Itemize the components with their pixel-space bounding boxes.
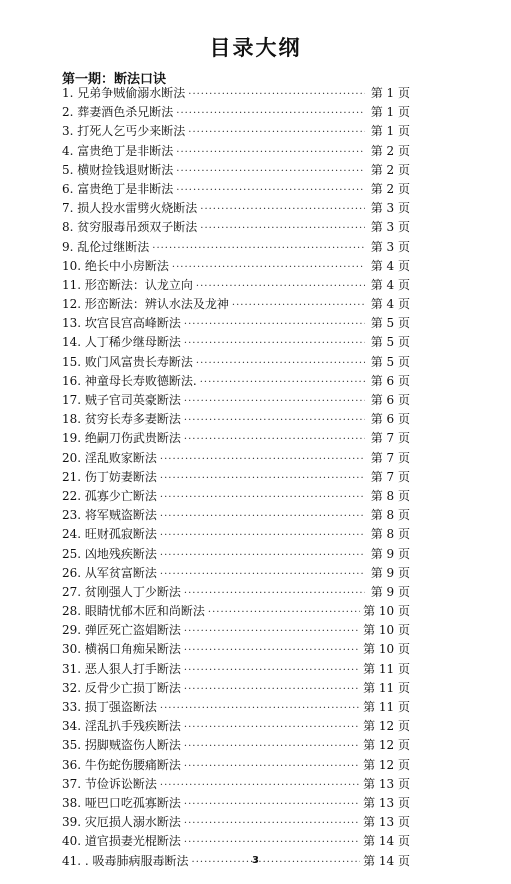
dot-leader	[160, 469, 365, 488]
dot-leader	[184, 430, 365, 449]
toc-entry-page: 第 13 页	[363, 815, 410, 830]
toc-entry	[62, 180, 410, 199]
section-heading: 第一期：断法口诀	[62, 72, 167, 87]
page-number: 3	[252, 855, 259, 866]
toc-entry-page: 第 11 页	[363, 700, 410, 714]
toc-entry-page: 第 2 页	[370, 162, 410, 177]
toc-entry	[62, 602, 410, 621]
dot-leader	[184, 334, 365, 353]
toc-entry	[62, 525, 410, 544]
toc-entry	[62, 353, 410, 372]
dot-leader	[160, 526, 365, 545]
toc-entry	[62, 756, 410, 775]
toc-entry	[62, 679, 410, 698]
dot-leader	[176, 181, 365, 200]
toc-entry-page: 第 4 页	[370, 258, 410, 273]
dot-leader	[184, 622, 360, 641]
toc-entry	[62, 813, 410, 832]
toc-entry-page: 第 14 页	[363, 834, 410, 849]
toc-entry-label: 29. 弹匠死亡盗娼断法	[62, 623, 181, 638]
toc-entry-page: 第 13 页	[363, 776, 410, 791]
toc-entry-page: 第 9 页	[370, 584, 410, 599]
toc-entry	[62, 391, 410, 410]
dot-leader	[184, 392, 365, 411]
toc-entry	[62, 276, 410, 295]
toc-entry	[62, 238, 410, 257]
toc-entry-page: 第 6 页	[370, 373, 410, 388]
toc-entry-page: 第 10 页	[363, 642, 410, 657]
table-of-contents	[62, 84, 410, 871]
toc-entry	[62, 314, 410, 333]
toc-entry-label: 18. 贫穷长寿多妻断法	[62, 412, 181, 427]
dot-leader	[152, 239, 365, 258]
toc-entry-label: 4. 富贵绝丁是非断法	[62, 143, 174, 158]
toc-entry	[62, 161, 410, 180]
dot-leader	[176, 104, 365, 123]
toc-entry	[62, 468, 410, 487]
toc-entry-page: 第 7 页	[370, 469, 410, 484]
toc-entry-label: 41. . 吸毒肺病服毒断法	[62, 853, 189, 868]
dot-leader	[184, 411, 365, 430]
toc-entry	[62, 698, 410, 717]
toc-entry-page: 第 8 页	[370, 527, 410, 542]
toc-entry-label: 9. 乱伦过继断法	[62, 239, 150, 254]
dot-leader	[160, 450, 365, 469]
toc-entry-label: 39. 灾厄损人溺水断法	[62, 815, 181, 830]
toc-entry-page: 第 4 页	[370, 277, 410, 292]
toc-entry	[62, 736, 410, 755]
toc-entry	[62, 103, 410, 122]
toc-entry-label: 15. 败门风富贵长寿断法	[62, 354, 193, 369]
dot-leader	[196, 354, 365, 373]
toc-entry-label: 22. 孤寡少亡断法	[62, 488, 157, 503]
toc-entry-label: 40. 道官损妻光棍断法	[62, 834, 181, 849]
dot-leader	[184, 680, 360, 699]
toc-entry-page: 第 3 页	[370, 201, 410, 216]
toc-entry-page: 第 7 页	[370, 450, 410, 465]
toc-entry	[62, 660, 410, 679]
toc-entry-label: 31. 恶人狠人打手断法	[62, 661, 181, 676]
toc-entry-label: 37. 节俭诉讼断法	[62, 776, 157, 791]
toc-entry	[62, 717, 410, 736]
toc-entry-label: 32. 反骨少亡损丁断法	[62, 680, 181, 695]
toc-entry-page: 第 14 页	[363, 853, 410, 868]
toc-entry-label: 7. 损人投水雷劈火烧断法	[62, 201, 198, 216]
toc-entry	[62, 410, 410, 429]
toc-entry-label: 1. 兄弟争贼偷溺水断法	[62, 86, 186, 100]
toc-entry	[62, 794, 410, 813]
dot-leader	[200, 219, 365, 238]
toc-entry-label: 20. 淫乱败家断法	[62, 450, 157, 465]
dot-leader	[176, 162, 365, 181]
toc-entry-label: 38. 哑巴口吃孤寡断法	[62, 795, 181, 810]
toc-entry-page: 第 13 页	[363, 795, 410, 810]
toc-entry	[62, 142, 410, 161]
toc-entry-page: 第 10 页	[363, 604, 410, 619]
toc-entry-page: 第 11 页	[363, 661, 410, 676]
toc-entry-page: 第 6 页	[370, 393, 410, 407]
toc-entry-page: 第 5 页	[370, 354, 410, 369]
dot-leader	[184, 661, 360, 680]
dot-leader	[184, 757, 360, 776]
dot-leader	[184, 718, 360, 737]
dot-leader	[184, 814, 360, 833]
toc-entry-label: 19. 绝嗣刀伤武贵断法	[62, 431, 181, 446]
toc-entry	[62, 449, 410, 468]
dot-leader	[160, 546, 365, 565]
toc-entry-page: 第 5 页	[370, 316, 410, 331]
toc-entry-label: 33. 损丁强盗断法	[62, 700, 157, 714]
dot-leader	[184, 737, 360, 756]
toc-entry-page: 第 10 页	[363, 623, 410, 638]
toc-entry	[62, 218, 410, 237]
toc-entry	[62, 295, 410, 314]
toc-entry-label: 2. 葬妻酒色杀兄断法	[62, 105, 174, 120]
toc-entry	[62, 372, 410, 391]
toc-entry-label: 17. 贼子官司英豪断法	[62, 393, 181, 407]
toc-entry-label: 24. 旺财孤寂断法	[62, 527, 157, 542]
toc-entry	[62, 583, 410, 602]
dot-leader	[184, 584, 365, 603]
toc-entry-label: 10. 绝长中小房断法	[62, 258, 169, 273]
dot-leader	[160, 565, 365, 584]
toc-entry-label: 28. 眼睛忧郁木匠和尚断法	[62, 604, 205, 619]
toc-entry	[62, 506, 410, 525]
dot-leader	[188, 123, 365, 142]
toc-entry-label: 13. 坎宫艮宫高峰断法	[62, 316, 181, 331]
toc-entry-label: 21. 伤丁妨妻断法	[62, 469, 157, 484]
toc-entry-page: 第 9 页	[370, 546, 410, 561]
toc-entry	[62, 122, 410, 141]
dot-leader	[160, 488, 365, 507]
toc-entry	[62, 429, 410, 448]
toc-entry-label: 30. 横祸口角痴呆断法	[62, 642, 181, 657]
toc-entry-page: 第 3 页	[370, 220, 410, 235]
dot-leader	[172, 258, 365, 277]
dot-leader	[184, 315, 365, 334]
toc-entry-page: 第 4 页	[370, 297, 410, 312]
dot-leader	[160, 776, 360, 795]
toc-entry-label: 26. 从军贫富断法	[62, 565, 157, 580]
toc-entry-label: 27. 贫刚强人丁少断法	[62, 584, 181, 599]
toc-entry-label: 16. 神童母长寿败德断法.	[62, 373, 197, 388]
dot-leader	[188, 85, 365, 104]
toc-entry	[62, 832, 410, 851]
toc-entry-page: 第 8 页	[370, 508, 410, 523]
dot-leader	[232, 296, 365, 315]
toc-entry-page: 第 1 页	[370, 86, 410, 100]
toc-entry	[62, 621, 410, 640]
toc-entry	[62, 775, 410, 794]
toc-entry-page: 第 1 页	[370, 105, 410, 120]
toc-entry	[62, 257, 410, 276]
dot-leader	[160, 507, 365, 526]
toc-entry-label: 8. 贫穷服毒吊颈双子断法	[62, 220, 198, 235]
toc-entry-page: 第 11 页	[363, 680, 410, 695]
toc-entry-label: 11. 形峦断法：认龙立向	[62, 277, 193, 292]
toc-entry-label: 6. 富贵绝丁是非断法	[62, 181, 174, 196]
toc-entry	[62, 84, 410, 103]
toc-entry-page: 第 3 页	[370, 239, 410, 254]
dot-leader	[184, 641, 360, 660]
toc-entry-page: 第 8 页	[370, 488, 410, 503]
toc-entry-page: 第 7 页	[370, 431, 410, 446]
toc-entry-label: 34. 淫乱扒手残疾断法	[62, 719, 181, 734]
toc-entry-page: 第 2 页	[370, 143, 410, 158]
dot-leader	[196, 277, 365, 296]
dot-leader	[200, 373, 365, 392]
toc-entry-label: 3. 打死人乞丐少来断法	[62, 124, 186, 139]
toc-entry-page: 第 6 页	[370, 412, 410, 427]
toc-entry-label: 36. 牛伤蛇伤腰痛断法	[62, 757, 181, 772]
toc-entry-page: 第 12 页	[363, 738, 410, 753]
toc-entry-page: 第 12 页	[363, 757, 410, 772]
toc-entry-label: 23. 将军贼盗断法	[62, 508, 157, 523]
dot-leader	[184, 795, 360, 814]
dot-leader	[160, 699, 360, 718]
dot-leader	[208, 603, 360, 622]
toc-entry	[62, 199, 410, 218]
toc-entry	[62, 333, 410, 352]
toc-entry	[62, 487, 410, 506]
toc-entry-label: 35. 拐脚贼盗伤人断法	[62, 738, 181, 753]
toc-entry	[62, 564, 410, 583]
toc-entry-page: 第 2 页	[370, 181, 410, 196]
toc-entry-label: 25. 凶地残疾断法	[62, 546, 157, 561]
toc-entry-page: 第 9 页	[370, 565, 410, 580]
dot-leader	[184, 833, 360, 852]
toc-entry-page: 第 12 页	[363, 719, 410, 734]
document-title: 目录大纲	[209, 36, 302, 60]
toc-entry	[62, 545, 410, 564]
toc-entry-label: 14. 人丁稀少继母断法	[62, 335, 181, 350]
toc-entry-label: 12. 形峦断法：辨认水法及龙神	[62, 297, 229, 312]
dot-leader	[200, 200, 365, 219]
dot-leader	[176, 143, 365, 162]
toc-entry	[62, 640, 410, 659]
toc-entry-page: 第 1 页	[370, 124, 410, 139]
toc-entry-page: 第 5 页	[370, 335, 410, 350]
toc-entry-label: 5. 横财捡钱退财断法	[62, 162, 174, 177]
